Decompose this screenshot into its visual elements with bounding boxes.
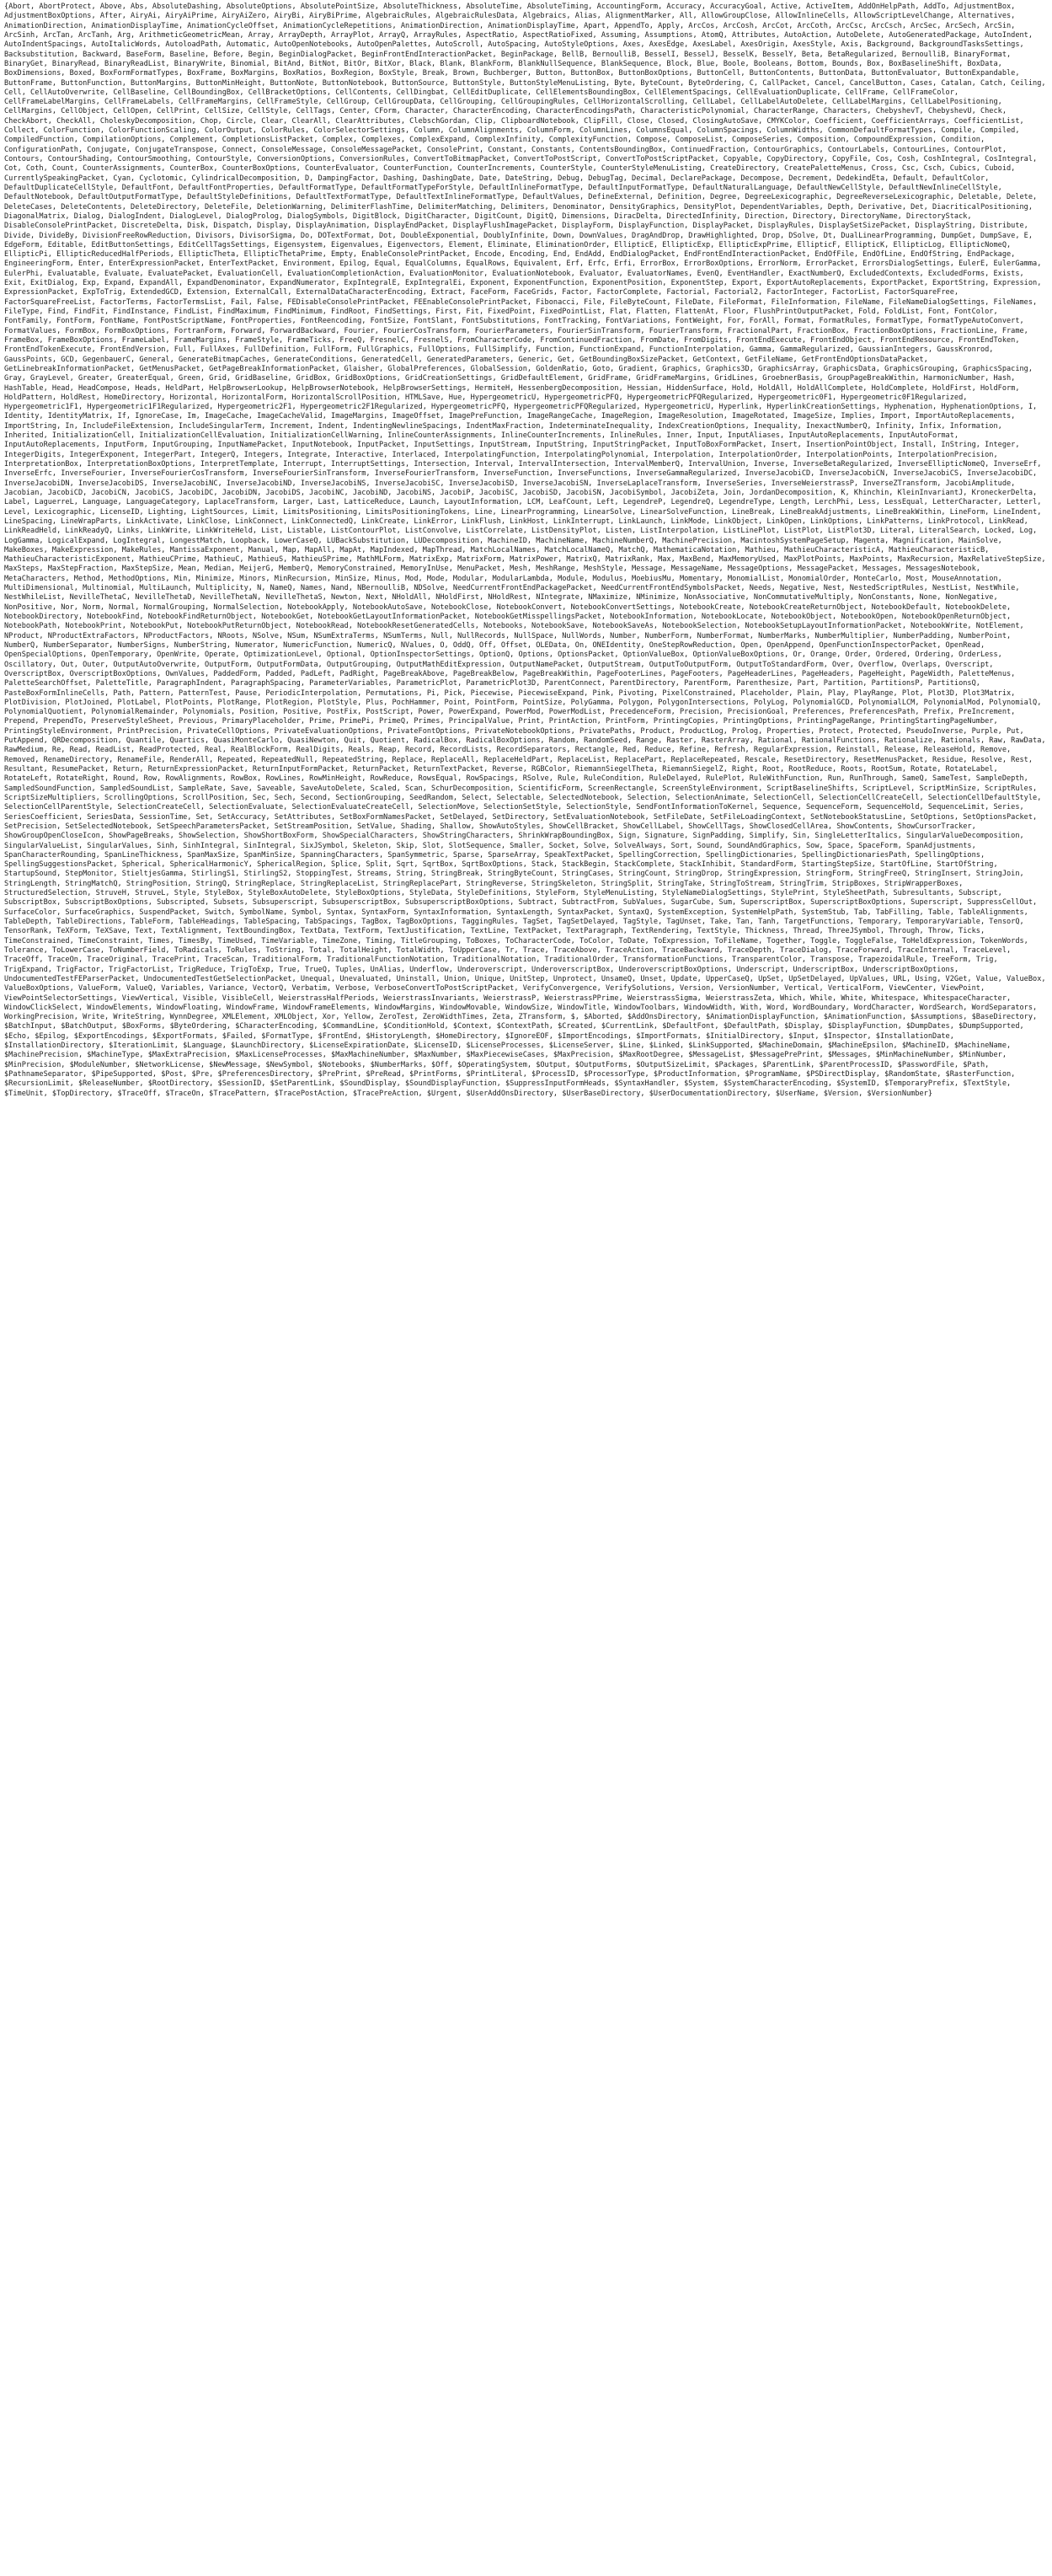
symbol-list-text: {Abort, AbortProtect, Above, Abs, AbsoluteDashing, AbsoluteOptions, AbsolutePointSize, AbsoluteThickness, AbsoluteTime, AbsoluteTiming, AccountingForm, Accuracy, AccuracyGoal, Active, ActiveItem, AddOnHelpPath, AddTo, AdjustmentBox, AdjustmentBoxOptions, After, AiryAi, AiryAiPrime, AiryAiZero, AiryBi, AiryBiPrime, AlgebraicRules, AlgebraicRulesData, Algebraics, Alias, AlignmentMarker, All, AllowGroupClose, AllowInlineCells, AllowScriptLevelChange, Alternatives, AnimationDirection, AnimationDisplayTime, AnimationCycleOffset, AnimationCycleRepetitions, AnimationDirection, AnimationDisplayTime, Apart, AppendTo, Apply, ArcCos, ArcCosh, ArcCot, ArcCoth, ArcCsc, ArcCsch, ArcSec, ArcSech, ArcSin, ArcSinh, ArcTan, ArcTanh, Arg, ArithmeticGeometricMean, Array, ArrayDepth, ArrayPlot, ArrayQ, ArrayRules, AspectRatio, AspectRatioFixed, Assuming, Assumptions, AtomQ, Attributes, AutoAction, AutoDelete, AutoGeneratedPackage, AutoIndent, AutoIndentSpacings, AutoItalicWords, AutoloadPath, Automatic, AutoOpenNotebooks, AutoOpenPalettes, AutoScroll, AutoSpacing, AutoStyleOptions, Axes, AxesEdge, AxesLabel, AxesOrigin, AxesStyle, Axis, Background, BackgroundTasksSettings, Backsubstitution, Backward, BaseForm, Baseline, Before, Begin, BeginDialogPacket, BeginFrontEndInteractionPacket, BeginPackage, BellB, BernoulliB, BesselI, BesselJ, BesselK, BesselY, Beta, BetaRegularized, BernoulliB, BinaryFormat, BinaryGet, BinaryRead, BinaryReadList, BinaryWrite, Binomial, BitAnd, BitNot, BitOr, BitXor, Black, Blank, BlankForm, BlankNullSequence, BlankSequence, Block, Blue, Boole, Booleans, Bottom, Bounds, Box, BoxBaselineShift, BoxData, BoxDimensions, Boxed, BoxFormFormatTypes, BoxFrame, BoxMargins, BoxRatios, BoxRegion, BoxStyle, Break, Brown, Buchberger, Button, ButtonBox, ButtonBoxOptions, ButtonCell, ButtonContents, ButtonData, ButtonEvaluator, ButtonExpandable, ButtonFrame, ButtonFunction, ButtonMargins, ButtonMinHeight, ButtonNote, ButtonNotebook, ButtonSource, ButtonStyle, ButtonStyleMenuListing, Byte, ByteCount, ByteOrdering, C, CallPacket, Cancel, CancelButton, Cases, Catalan, Catch, Ceiling, Cell, CellAutoOverwrite, CellBaseline, CellBoundingBox, CellBracketOptions, CellContents, CellDingbat, CellEditDuplicate, CellElementsBoundingBox, CellElementSpacings, CellEvaluationDuplicate, CellFrame, CellFrameColor, CellFrameLabelMargins, CellFrameLabels, CellFrameMargins, CellFrameStyle, CellGroup, CellGroupData, CellGrouping, CellGroupingRules, CellHorizontalScrolling, CellLabel, CellLabelAutoDelete, CellLabelMargins, CellLabelPositioning, CellMargins, CellObject, CellOpen, CellPrint, CellSize, CellStyle, CellTags, Center, CForm, Character, CharacterEncoding, CharacterEncodingsPath, CharacteristicPolynomial, CharacterRange, Characters, ChebyshevT, ChebyshevU, Check, CheckAbort, CheckAll, CholeskyDecomposition, Chop, Circle, Clear, ClearAll, ClearAttributes, ClebschGordan, Clip, ClipboardNotebook, ClipFill, Close, Closed, ClosingAutoSave, CMYKColor, Coefficient, CoefficientArrays, CoefficientList, Collect, ColorFunction, ColorFunctionScaling, ColorOutput, ColorRules, ColorSelectorSettings, Column, ColumnAlignments, ColumnForm, ColumnLines, ColumnsEqual, ColumnSpacings, ColumnWidths, CommonDefaultFormatTypes, Compile, Compiled, CompiledFunction, CompilationOptions, Complement, CompletionsListPacket, Complex, Complexes, ComplexExpand, ComplexInfinity, ComplexityFunction, Compose, ComposeList, ComposeSeries, Composition, CompoundExpression, Condition, ConfigurationPath, Conjugate, ConjugateTranspose, Connect, ConsoleMessage, ConsoleMessagePacket, ConsolePrint, Constant, Constants, ContentsBoundingBox, ContinuedFraction, ContourGraphics, ContourLabels, ContourLines, ContourPlot, Contours, ContourShading, ContourSmoothing, ContourStyle, ConversionOptions, ConversionRules, ConvertToBitmapPacket, ConvertToPostScript, ConvertToPostScriptPacket, Copyable, CopyDirectory, CopyFile, Cos, Cosh, CoshIntegral, CosIntegral, Cot, Coth, Count, CounterAssignments, CounterBox, CounterBoxOptions, CounterEvaluator, CounterFunction, CounterIncrements, CounterStyle, CounterStyleMenuListing, CreateDirectory, CreatePaletteMenus, Cross, Csc, Csch, Cubics, Cuboid, CurrentlySpeakingPacket, Cyan, Cyclotomic, CylindricalDecomposition, D, DampingFactor, Dashing, DashingDate, Date, DateString, Debug, DebugTag, Decimal, DeclarePackage, Decompose, Decrement, DedekindEta, Default, DefaultColor, DefaultDuplicateCellStyle, DefaultFont, DefaultFontProperties, DefaultFormatType, DefaultFormatTypeForStyle, DefaultInlineFormatType, DefaultInputFormatType, DefaultNaturalLanguage, DefaultNewCellStyle, DefaultNewInlineCellStyle, DefaultNotebook, DefaultOutputFormatType, DefaultStyleDefinitions, DefaultTextFormatType, DefaultTextInlineFormatType, DefaultValues, DefineExternal, Definition, Degree, DegreeLexicographic, DegreeReverseLexicographic, Deletable, Delete, DeleteCases, DeleteContents, DeleteDirectory, DeleteFile, DeletionWarning, DelimiterFlashTime, DelimiterMatching, Delimiters, Denominator, DensityGraphics, DensityPlot, DependentVariables, Depth, Derivative, Det, DiacriticalPositioning, DiagonalMatrix, Dialog, DialogIndent, DialogLevel, DialogProlog, DialogSymbols, DigitBlock, DigitCharacter, DigitCount, DigitQ, Dimensions, DiracDelta, DirectedInfinity, Direction, Directory, DirectoryName, DirectoryStack, DisableConsolePrintPacket, DiscreteDelta, Disk, Dispatch, Display, DisplayAnimation, DisplayEndPacket, DisplayFlushImagePacket, DisplayForm, DisplayFunction, DisplayPacket, DisplayRules, DisplaySetSizePacket, DisplayString, Distribute, Divide, DivideBy, DivisionFreeRowReduction, Divisors, DivisorSigma, Do, DOTextFormat, Dot, DoubleExponential, DoublyInfinite, Down, DownValues, DragAndDrop, DrawHighlighted, Drop, DSolve, Dt, DualLinearProgramming, DumpGet, DumpSave, E, EdgeForm, Editable, EditButtonSettings, EditCellTagsSettings, Eigensystem, Eigenvalues, Eigenvectors, Element, Eliminate, EliminationOrder, EllipticE, EllipticExp, EllipticExpPrime, EllipticF, EllipticK, EllipticLog, EllipticNomeQ, EllipticPi, EllipticReducedHalfPeriods, EllipticTheta, EllipticThetaPrime, Empty, EnableConsolePrintPacket, Encode, Encoding, End, EndAdd, EndDialogPacket, EndFrontEndInteractionPacket, EndOfFile, EndOfLine, EndOfString, EndPackage, EngineeringForm, Enter, EnterExpressionPacket, EnterTextPacket, Environment, Epilog, Equal, EqualColumns, EqualRows, Equivalent, Erf, Erfc, Erfi, ErrorBox, ErrorBoxOptions, ErrorNorm, ErrorPacket, ErrorsDialogSettings, EulerE, EulerGamma, EulerPhi, Evaluatable, Evaluate, EvaluatePacket, EvaluationCell, EvaluationCompletionAction, EvaluationMonitor, EvaluationNotebook, Evaluator, EvaluatorNames, EvenQ, EventHandler, ExactNumberQ, ExcludedContexts, ExcludedForms, Exists, Exit, ExitDialog, Exp, Expand, ExpandAll, ExpandDenominator, ExpandNumerator, ExpIntegralE, ExpIntegralEi, Exponent, ExponentFunction, ExponentPosition, ExponentStep, Export, ExportAutoReplacements, ExportPacket, ExportString, Expression, ExpressionPacket, ExpToTrig, ExtendedGCD, Extension, ExternalCall, ExternalDataCharacterEncoding, Extract, FaceForm, FaceGrids, Factor, FactorComplete, Factorial, Factorial2, FactorInteger, FactorList, FactorSquareFree, FactorSquareFreeList, FactorTerms, FactorTermsList, Fail, False, FEDisableConsolePrintPacket, FEEnableConsolePrintPacket, Fibonacci, File, FileByteCount, FileDate, FileFormat, FileInformation, FileName, FileNameDialogSettings, FileNames, FileType, Find, FindFit, FindInstance, FindList, FindMaximum, FindMinimum, FindRoot, FindSettings, First, Fit, FixedPoint, FixedPointList, Flat, Flatten, FlattenAt, Floor, FlushPrintOutputPacket, Fold, FoldList, Font, FontColor, FontFamily, FontForm, FontName, FontPostScriptName, FontProperties, FontReencoding, FontSize, FontSlant, FontSubstitutions, FontTracking, FontVariations, FontWeight, For, ForAll, Format, FormatRules, FormatType, FormatTypeAutoConvert, FormatValues, FormBox, FormBoxOptions, FortranForm, Forward, ForwardBackward, Fourier, FourierCosTransform, FourierParameters, FourierSinTransform, FourierTransform, FractionalPart, FractionBox, FractionBoxOptions, FractionLine, Frame, FrameBox, FrameBoxOptions, FrameLabel, FrameMargins, FrameStyle, FrameTicks, FreeQ, FresnelC, FresnelS, FromCharacterCode, FromContinuedFraction, FromDate, FromDigits, FrontEndExecute, FrontEndObject, FrontEndResource, FrontEndToken, FrontEndTokenExecute, FrontEndVersion, Full, FullAxes, FullDefinition, FullForm, FullGraphics, FullOptions, FullSimplify, Function, FunctionExpand, FunctionInterpolation, Gamma, GammaRegularized, GaussianIntegers, GaussKronrod, GaussPoints, GCD, GegenbauerC, General, GenerateBitmapCaches, GenerateConditions, GeneratedCell, GeneratedParameters, Generic, Get, GetBoundingBoxSizePacket, GetContext, GetFileName, GetFrontEndOptionsDataPacket, GetLinebreakInformationPacket, GetMenusPacket, GetPageBreakInformationPacket, Glaisher, GlobalPreferences, GlobalSession, GoldenRatio, Goto, Gradient, Graphics, Graphics3D, GraphicsArray, GraphicsData, GraphicsGrouping, GraphicsSpacing, Gray, GrayLevel, Greater, GreaterEqual, Green, Grid, GridBaseline, GridBox, GridBoxOptions, GridCreationSettings, GridDefaultElement, GridFrame, GridFrameMargins, GridLines, GroebnerBasis, GroupPageBreakWithin, HarmonicNumber, Hash, HashTable, Head, HeadCompose, Heads, HeldPart, HelpBrowserLookup, HelpBrowserNotebook, HelpBrowserSettings, HermiteH, HessenbergDecomposition, Hessian, HiddenSurface, Hold, HoldAll, HoldAllComplete, HoldComplete, HoldFirst, HoldForm, HoldPattern, HoldRest, HomeDirectory, Horizontal, HorizontalForm, HorizontalScrollPosition, HTMLSave, Hue, HypergeometricU, HypergeometricPFQ, HypergeometricPFQRegularized, Hypergeometric0F1, Hypergeometric0F1Regularized, Hypergeometric1F1, Hypergeometric1F1Regularized, Hypergeometric2F1, Hypergeometric2F1Regularized, HypergeometricPFQ, HypergeometricPFQRegularized, HypergeometricU, Hyperlink, HyperlinkCreationSettings, Hyphenation, HyphenationOptions, I, Identity, IdentityMatrix, If, IgnoreCase, Im, ImageCache, ImageCacheValid, ImageMargins, ImageOffset, ImagePreFunction, ImageRangeCache, ImageRegion, ImageResolution, ImageRotated, ImageSize, Implies, Import, ImportAutoReplacements, ImportString, In, IncludeFileExtension, IncludeSingularTerm, Increment, Indent, IndentingNewlineSpacings, IndentMaxFraction, IndeterminateInequality, IndexCreationOptions, Inequality, InexactNumberQ, Infinity, Infix, Information, Inherited, InitializationCell, InitializationCellEvaluation, InitializationCellWarning, InlineCounterAssignments, InlineCounterIncrements, InlineRules, Inner, Input, InputAliases, InputAutoReplacements, InputAutoFormat, InputAutoReplacements, InputForm, InputGrouping, InputNamePacket, InputNotebook, InputPacket, InputSettings, InputStream, InputString, InputStringPacket, InputToBoxFormPacket, Insert, InsertionPointObject, Install, InString, Integer, IntegerDigits, IntegerExponent, IntegerPart, IntegerQ, Integers, Integrate, Interactive, Interlaced, InterpolatingFunction, InterpolatingPolynomial, Interpolation, InterpolationOrder, InterpolationPoints, InterpolationPrecision, InterpretationBox, InterpretationBoxOptions, InterpretTemplate, Interrupt, InterruptSettings, Intersection, Interval, IntervalIntersection, IntervalMemberQ, IntervalUnion, Inverse, InverseBetaRegularized, InverseEllipticNomeQ, InverseErf, InverseErfc, InverseFourier, InverseFourierCosTransform, InverseFourierSinTransform, InverseFourierTransform, InverseFunction, InverseFunctions, InverseGammaRegularized, InverseJacobiCD, InverseJacobiCN, InverseJacobiCS, InverseJacobiDC, InverseJacobiDN, InverseJacobiDS, InverseJacobiNC, InverseJacobiND, InverseJacobiNS, InverseJacobiSC, InverseJacobiSD, InverseJacobiSN, InverseLaplaceTransform, InverseSeries, InverseWeierstrassP, InverseZTransform, JacobiAmplitude, Jacobian, JacobiCD, JacobiCN, JacobiCS, JacobiDC, JacobiDN, JacobiDS, JacobiNC, JacobiND, JacobiNS, JacobiP, JacobiSC, JacobiSD, JacobiSN, JacobiSymbol, JacobiZeta, Join, JordanDecomposition, K, Khinchin, KleinInvariantJ, KroneckerDelta, Label, LaguerreL, Language, LanguageCategory, LaplaceTransform, Larger, Last, LatticeReduce, Launch, LayoutInformation, LCM, LeafCount, Left, LegendreP, LegendreQ, LegendreType, Length, LerchPhi, Less, LessEqual, LetterCharacter, Letterl, Level, Lexicographic, LicenseID, Lighting, LightSources, Limit, LimitsPositioning, LimitsPositioningTokens, Line, LinearProgramming, LinearSolve, LinearSolveFunction, LineBreak, LineBreakAdjustments, LineBreakWithin, LineForm, LineIndent, LineSpacing, LineWrapParts, LinkActivate, LinkClose, LinkConnect, LinkConnectedQ, LinkCreate, LinkError, LinkFlush, LinkHost, LinkInterrupt, LinkLaunch, LinkMode, LinkObject, LinkOpen, LinkOptions, LinkPatterns, LinkProtocol, LinkRead, LinkReadHeld, LinkReadyQ, Links, LinkWrite, LinkWriteHeld, List, Listable, ListContourPlot, ListConvolve, ListCorrelate, ListDensityPlot, Listen, ListInterpolation, ListLinePlot, ListPlot, ListPlot3D, Literal, LiteralSearch, Locked, Log, LogGamma, LogicalExpand, LogIntegral, LongestMatch, Loopback, LowerCaseQ, LUBackSubstitution, LUDecomposition, MachineID, MachineName, MachineNumberQ, MachinePrecision, MacintoshSystemPageSetup, Magenta, Magnification, MainSolve, MakeBoxes, MakeExpression, MakeRules, MantissaExponent, Manual, Map, MapAll, MapAt, MapIndexed, MapThread, MatchLocalNames, MatchLocalNameQ, MatchQ, MathematicaNotation, Mathieu, MathieuCharacteristicA, MathieuCharacteristicB, MathieuCharacteristicExponent, MathieuCPrime, MathieuC, MathieuS, MathieuSPrime, MathMLForm, MatrixExp, MatrixForm, MatrixPower, MatrixQ, MatrixRank, Max, MaxBend, MaxMemoryUsed, MaxPlotPoints, MaxPoints, MaxRecursion, MaxRelativeStepSize, MaxSteps, MaxStepFraction, MaxStepSize, Mean, Median, MeijerG, MemberQ, MemoryConstrained, MemoryInUse, MenuPacket, Mesh, MeshRange, MeshStyle, Message, MessageName, MessageOptions, MessagePacket, Messages, MessagesNotebook, MetaCharacters, Method, MethodOptions, Min, Minimize, Minors, MinRecursion, MinSize, Minus, Mod, Mode, Modular, ModularLambda, Module, Modulus, MoebiusMu, Momentary, MonomialList, MonomialOrder, MonteCarlo, Most, MouseAnnotation, MultiDimensional, Multinomial, MultiLaunch, Multiplicity, N, NameQ, Names, Nand, NBernoulliB, NDSolve, NeedCurrentFrontEndPackagePacket, NeedCurrentFrontEndSymbolsPacket, Needs, Negative, Nest, NestedScriptRules, NestList, NestWhile, NestWhileList, NevilleThetaC, NevilleThetaD, NevilleThetaN, NevilleThetaS, Newton, Next, NHoldAll, NHoldFirst, NHoldRest, NIntegrate, NMaximize, NMinimize, NonAssociative, NonCommutativeMultiply, NonConstants, None, NonNegative, NonPositive, Nor, Norm, Normal, NormalGrouping, NormalSelection, NotebookApply, NotebookAutoSave, NotebookClose, NotebookConvert, NotebookConvertSettings, NotebookCreate, NotebookCreateReturnObject, NotebookDefault, NotebookDelete, NotebookDirectory, NotebookFind, NotebookFindReturnObject, NotebookGet, NotebookGetLayoutInformationPacket, NotebookGetMisspellingsPacket, NotebookInformation, NotebookLocate, NotebookObject, NotebookOpen, NotebookOpenReturnObject, NotebookPath, NotebookPrint, NotebookPut, NotebookPutReturnObject, NotebookRead, NotebookResetGeneratedCells, Notebooks, NotebookSave, NotebookSaveAs, NotebookSelection, NotebookSetupLayoutInformationPacket, NotebookWrite, NotElement, NProduct, NProductExtraFactors, NProductFactors, NRoots, NSolve, NSum, NSumExtraTerms, NSumTerms, Null, NullRecords, NullSpace, NullWords, Number, NumberForm, NumberFormat, NumberMarks, NumberMultiplier, NumberPadding, NumberPoint, NumberQ, NumberSeparator, NumberSigns, NumberString, Numerator, NumericFunction, NumericQ, NValues, O, OddQ, Off, Offset, OLEData, On, ONEIdentity, OneStepRowReduction, Open, OpenAppend, OpenFunctionInspectorPacket, OpenRead, OpenSpecialOptions, OpenTemporary, OpenWrite, Operate, OptimizationLevel, Optional, OptionInspectorSettings, OptionQ, Options, OptionsPacket, OptionValueBox, OptionValueBoxOptions, Or, Orange, Order, Ordered, Ordering, OrderLess, Oscillatory, Out, Outer, OutputAutoOverwrite, OutputForm, OutputFormData, OutputGrouping, OutputMathEditExpression, OutputNamePacket, OutputStream, OutputToOutputForm, OutputToStandardForm, Over, Overflow, Overlaps, Overscript, OverscriptBox, OverscriptBoxOptions, OwnValues, PaddedForm, Padded, PadLeft, PadRight, PageBreakAbove, PageBreakBelow, PageBreakWithin, PageFooterLines, PageFooters, PageHeaderLines, PageHeaders, PageHeight, PageWidth, PaletteMenus, PaletteSearchOffset, PaletteTitle, ParagraphIndent, ParagraphSpacing, ParameterVariables, ParametricPlot, ParametricPlot3D, ParentConnect, ParentDirectory, ParentForm, Parenthesize, Part, Partition, PartitionsP, PartitionsQ, PasteBoxFormInlineCells, Path, Pattern, PatternTest, Pause, PeriodicInterpolation, Permutations, Pi, Pick, Piecewise, PiecewiseExpand, Pink, Pivoting, PixelConstrained, Placeholder, Plain, Play, PlayRange, Plot, Plot3D, Plot3Matrix, PlotDivision, PlotJoined, PlotLabel, PlotPoints, PlotRange, PlotRegion, PlotStyle, Plus, PochHammer, Point, PointForm, PointSize, PolyGamma, Polygon, PolygonIntersections, PolyLog, PolynomialGCD, PolynomialLCM, PolynomialMod, PolynomialQ, PolynomialQuotient, PolynomialRemainder, Polynomials, Position, Positive, PostFix, PostScript, Power, PowerExpand, PowerMod, PowerModList, PrecedenceForm, Precision, PrecisionGoal, Preferences, PreferencesPath, Prefix, PreIncrement, Prepend, PrependTo, PreserveStyleSheet, Previous, PrimaryPlaceholder, Prime, PrimePi, PrimeQ, Primes, PrincipalValue, Print, PrintAction, PrintForm, PrintingCopies, PrintingOptions, PrintingPageRange, PrintingStartingPageNumber, PrintingStyleEnvironment, PrintPrecision, PrivateCellOptions, PrivateEvaluationOptions, PrivateFontOptions, PrivateNotebookOptions, PrivatePaths, Product, ProductLog, Prolog, Properties, Protect, Protected, PseudoInverse, Purple, Put, PutAppend, QRDecomposition, Quantile, Quartics, QuasiMonteCarlo, QuasiNewton, Quit, Quotient, RadicalBox, RadicalBoxOptions, Random, RandomSeed, Range, Raster, RasterArray, Rational, RationalFunctions, Rationalize, Rationals, Raw, RawData, RawMedium, Re, Read, ReadList, ReadProtected, Real, RealBlockForm, RealDigits, Reals, Reap, Record, RecordLists, RecordSeparators, Rectangle, Red, Reduce, Refine, Refresh, RegularExpression, Reinstall, Release, ReleaseHold, Remove, Removed, RenameDirectory, RenameFile, RenderAll, Repeated, RepeatedNull, RepeatedString, Replace, ReplaceAll, ReplaceHeldPart, ReplaceList, ReplacePart, ReplaceRepeated, Rescale, ResetDirectory, ResetMenusPacket, Residue, Resolve, Rest, Resultant, ResumePacket, Return, ReturnExpressionPacket, ReturnInputFormPacket, ReturnPacket, ReturnTextPacket, Reverse, RGBColor, RiemannSiegelTheta, RiemannSiegelZ, Right, Root, RootReduce, Roots, RootSum, Rotate, RotateLabel, RotateLeft, RotateRight, Round, Row, RowAlignments, RowBox, RowLines, RowMinHeight, RowReduce, RowsEqual, RowSpacings, RSolve, Rule, RuleCondition, RuleDelayed, RulePlot, RuleWithFunction, Run, RunThrough, SameQ, SameTest, SampleDepth, SampledSoundFunction, SampledSoundList, SampleRate, Save, Saveable, SaveAutoDelete, Scaled, Scan, SchurDecomposition, ScientificForm, ScreenRectangle, ScreenStyleEnvironment, ScriptBaselineShifts, ScriptLevel, ScriptMinSize, ScriptRules, ScriptSizeMultipliers, ScrollingOptions, ScrollPosition, Sec, Sech, Second, SectionGrouping, SeedRandom, Select, Selectable, SelectedNotebook, Selection, SelectionAnimate, SelectionCell, SelectionCellCreateCell, SelectionCellDefaultStyle, SelectionCellParentStyle, SelectionCreateCell, SelectionEvaluate, SelectionEvaluateCreateCell, SelectionMove, SelectionSetStyle, SelectionStyle, SendFontInformationToKernel, Sequence, SequenceForm, SequenceHold, SequenceLimit, Series, SeriesCoefficient, SeriesData, SessionTime, Set, SetAccuracy, SetAttributes, SetBoxFormNamesPacket, SetDelayed, SetDirectory, SetEvaluationNotebook, SetFileDate, SetFileLoadingContext, SetNotebookStatusLine, SetOptions, SetOptionsPacket, SetPrecision, SetSelectedNotebook, SetSpeechParametersPacket, SetStreamPosition, SetValue, Shading, Shallow, ShowAutoStyles, ShowCellBracket, ShowCellLabel, ShowCellTags, ShowClosedCellArea, ShowContents, ShowCursorTracker, ShowGroupOpenCloseIcon, ShowPageBreaks, ShowSelection, ShowShortBoxForm, ShowSpecialCharacters, ShowStringCharacters, ShrinkWrapBoundingBox, Sign, Signature, SignPadding, Simplify, Sin, SingleLetterItalics, SingularValueDecomposition, SingularValueList, SingularValues, Sinh, SinhIntegral, SinIntegral, SixJSymbol, Skeleton, Skip, Slot, SlotSequence, Smaller, Socket, Solve, SolveAlways, Sort, Sound, SoundAndGraphics, Sow, Space, SpaceForm, SpanAdjustments, SpanCharacterRounding, SpanLineThickness, SpanMaxSize, SpanMinSize, SpanningCharacters, SpanSymmetric, Sparse, SparseArray, SpeakTextPacket, SpellingCorrection, SpellingDictionaries, SpellingDictionariesPath, SpellingOptions, SpellingSuggestionsPacket, Spherical, SphericalHarmonicY, SphericalRegion, Splice, Split, Sqrt, SqrtBox, SqrtBoxOptions, Stack, StackBegin, StackComplete, StackInhibit, StandardForm, StartingStepSize, StartOfLine, StartOfString, StartupSound, StepMonitor, StieltjesGamma, StirlingS1, StirlingS2, StoppingTest, Streams, String, StringBreak, StringByteCount, StringCases, StringCount, StringDrop, StringExpression, StringForm, StringFreeQ, StringInsert, StringJoin, StringLength, StringMatchQ, StringPosition, StringQ, StringReplace, StringReplaceList, StringReplacePart, StringReverse, StringSkeleton, StringSplit, StringTake, StringToStream, StringTrim, StripBoxes, StripWrapperBoxes, StructuredSelection, StruveH, StruveL, Style, StyleBox, StyleBoxAutoDelete, StyleBoxOptions, StyleData, StyleDefinitions, StyleForm, StyleMenuListing, StyleNameDialogSettings, StylePrint, StyleSheetPath, Subresultants, Subscript, SubscriptBox, SubscriptBoxOptions, Subscripted, Subsets, Subsuperscript, SubsuperscriptBox, SubsuperscriptBoxOptions, Subtract, SubtractFrom, SubValues, SugarCube, Sum, SuperscriptBox, SuperscriptBoxOptions, Superscript, SuppressCellOut, SurfaceColor, SurfaceGraphics, SuspendPacket, Switch, SymbolName, Symbol, Syntax, SyntaxForm, SyntaxInformation, SyntaxLength, SyntaxPacket, SyntaxQ, SystemException, SystemHelpPath, SystemStub, Tab, TabFilling, Table, TableAlignments, TableDepth, TableDirections, TableForm, TableHeadings, TableSpacing, TabSpacings, TagBox, TagBoxOptions, TaggingRules, TagSet, TagSetDelayed, TagStyle, TagUnset, Take, Tan, Tanh, TargetFunctions, Temporary, TemporaryVariable, TensorQ, TensorRank, TeXForm, TeXSave, Text, TextAlignment, TextBoundingBox, TextData, TextForm, TextJustification, TextLine, TextPacket, TextParagraph, TextRendering, TextStyle, Thickness, Thread, ThreeJSymbol, Through, Throw, Ticks, TimeConstrained, TimeConstraint, Times, TimesBy, TimeUsed, TimeVariable, TimeZone, Timing, TitleGrouping, ToBoxes, ToCharacterCode, ToColor, ToDate, ToExpression, ToFileName, Together, Toggle, ToggleFalse, ToHeldExpression, TokenWords, Tolerance, ToLowerCase, ToNumberField, ToRadicals, ToRules, ToString, Total, TotalHeight, TotalWidth, ToUpperCase, Tr, Trace, TraceAbove, TraceAction, TraceBackward, TraceDepth, TraceDialog, TraceForward, TraceInternal, TraceLevel, TraceOff, TraceOn, TraceOriginal, TracePrint, TraceScan, TraditionalForm, TraditionalFunctionNotation, TraditionalNotation, TraditionalOrder, TransformationFunctions, TransparentColor, Transpose, TrapezoidalRule, TreeForm, Trig, TrigExpand, TrigFactor, TrigFactorList, TrigReduce, TrigToExp, True, TrueQ, Tuples, UnAlias, Underflow, Underoverscript, UnderoverscriptBox, UnderoverscriptBoxOptions, Underscript, UnderscriptBox, UnderscriptBoxOptions, UndocumentedTestFEParserPacket, UndocumentedTestGetSelectionPacket, Unequal, Unevaluated, Uninstall, Union, Unique, UnitStep, Unprotect, UnsameQ, Unset, Update, UpperCaseQ, UpSet, UpSetDelayed, UpValues, URL, Using, V2Get, Value, ValueBox, ValueBoxOptions, ValueForm, ValueQ, Variables, Variance, VectorQ, Verbatim, Verbose, VerboseConvertToPostScriptPacket, VerifyConvergence, VerifySolutions, Version, VersionNumber, Vertical, VerticalForm, ViewCenter, ViewPoint, ViewPointSelectorSettings, ViewVertical, Visible, VisibleCell, WeierstrassHalfPeriods, WeierstrassInvariants, WeierstrassP, WeierstrassPPrime, WeierstrassSigma, WeierstrassZeta, Which, While, White, Whitespace, WhitespaceCharacter, WindowClickSelect, WindowElements, WindowFloating, WindowFrame, WindowFrameElements, WindowMargins, WindowMovable, WindowSize, WindowTitle, WindowToolbars, WindowWidth, With, Word, WordBoundary, WordCharacter, WordSearch, WordSeparators, WorkingPrecision, Write, WriteString, WynnDegree, XMLElement, XMLObject, Xor, Yellow, ZeroTest, ZeroWidthTimes, Zeta, ZTransform, $, $Aborted, $AddOnsDirectory, $AnimationDisplayFunction, $AnimationFunction, $Assumptions, $BaseDirectory, $BatchInput, $BatchOutput, $BoxForms, $ByteOrdering, $CharacterEncoding, $CommandLine, $ConditionHold, $Context, $ContextPath, $Created, $CurrentLink, $DefaultFont, $DefaultPath, $Display, $DisplayFunction, $DumpDates, $DumpSupported, $Echo, $Epilog, $ExportEncodings, $ExportFormats, $Failed, $FormatType, $FrontEnd, $HistoryLength, $HomeDirectory, $IgnoreEOF, $ImportEncodings, $ImportFormats, $InitialDirectory, $Input, $Inspector, $InstallationDate, $InstallationDirectory, $IterationLimit, $Language, $LaunchDirectory, $LicenseExpirationDate, $LicenseID, $LicenseProcesses, $LicenseServer, $Line, $Linked, $LinkSupported, $MachineDomain, $MachineEpsilon, $MachineID, $MachineName, $MachinePrecision, $MachineType, $MaxExtraPrecision, $MaxLicenseProcesses, $MaxMachineNumber, $MaxNumber, $MaxPiecewiseCases, $MaxPrecision, $MaxRootDegree, $MessageList, $MessagePrePrint, $Messages, $MinMachineNumber, $MinNumber, $MinPrecision, $ModuleNumber, $NetworkLicense, $NewMessage, $NewSymbol, $Notebooks, $NumberMarks, $Off, $OperatingSystem, $Output, $OutputForms, $OutputSizeLimit, $Packages, $ParentLink, $ParentProcessID, $PasswordFile, $Path, $PathnameSeparator, $PipeSupported, $Post, $Pre, $PreferencesDirectory, $PrePrint, $PreRead, $PrintForms, $PrintLiteral, $ProcessID, $ProcessorType, $ProductInformation, $ProgramName, $PSDirectDisplay, $RandomState, $RasterFunction, $RecursionLimit, $ReleaseNumber, $RootDirectory, $SessionID, $SetParentLink, $SoundDisplay, $SoundDisplayFunction, $SuppressInputFormHeads, $SyntaxHandler, $System, $SystemCharacterEncoding, $SystemID, $TemporaryPrefix, $TextStyle, $TimeUnit, $TopDirectory, $TraceOff, $TraceOn, $TracePattern, $TracePostAction, $TracePreAction, $Urgent, $UserAddOnsDirectory, $UserBaseDirectory, $UserDocumentationDirectory, $UserName, $Version, $VersionNumber} — [4, 3, 1046, 1098]
